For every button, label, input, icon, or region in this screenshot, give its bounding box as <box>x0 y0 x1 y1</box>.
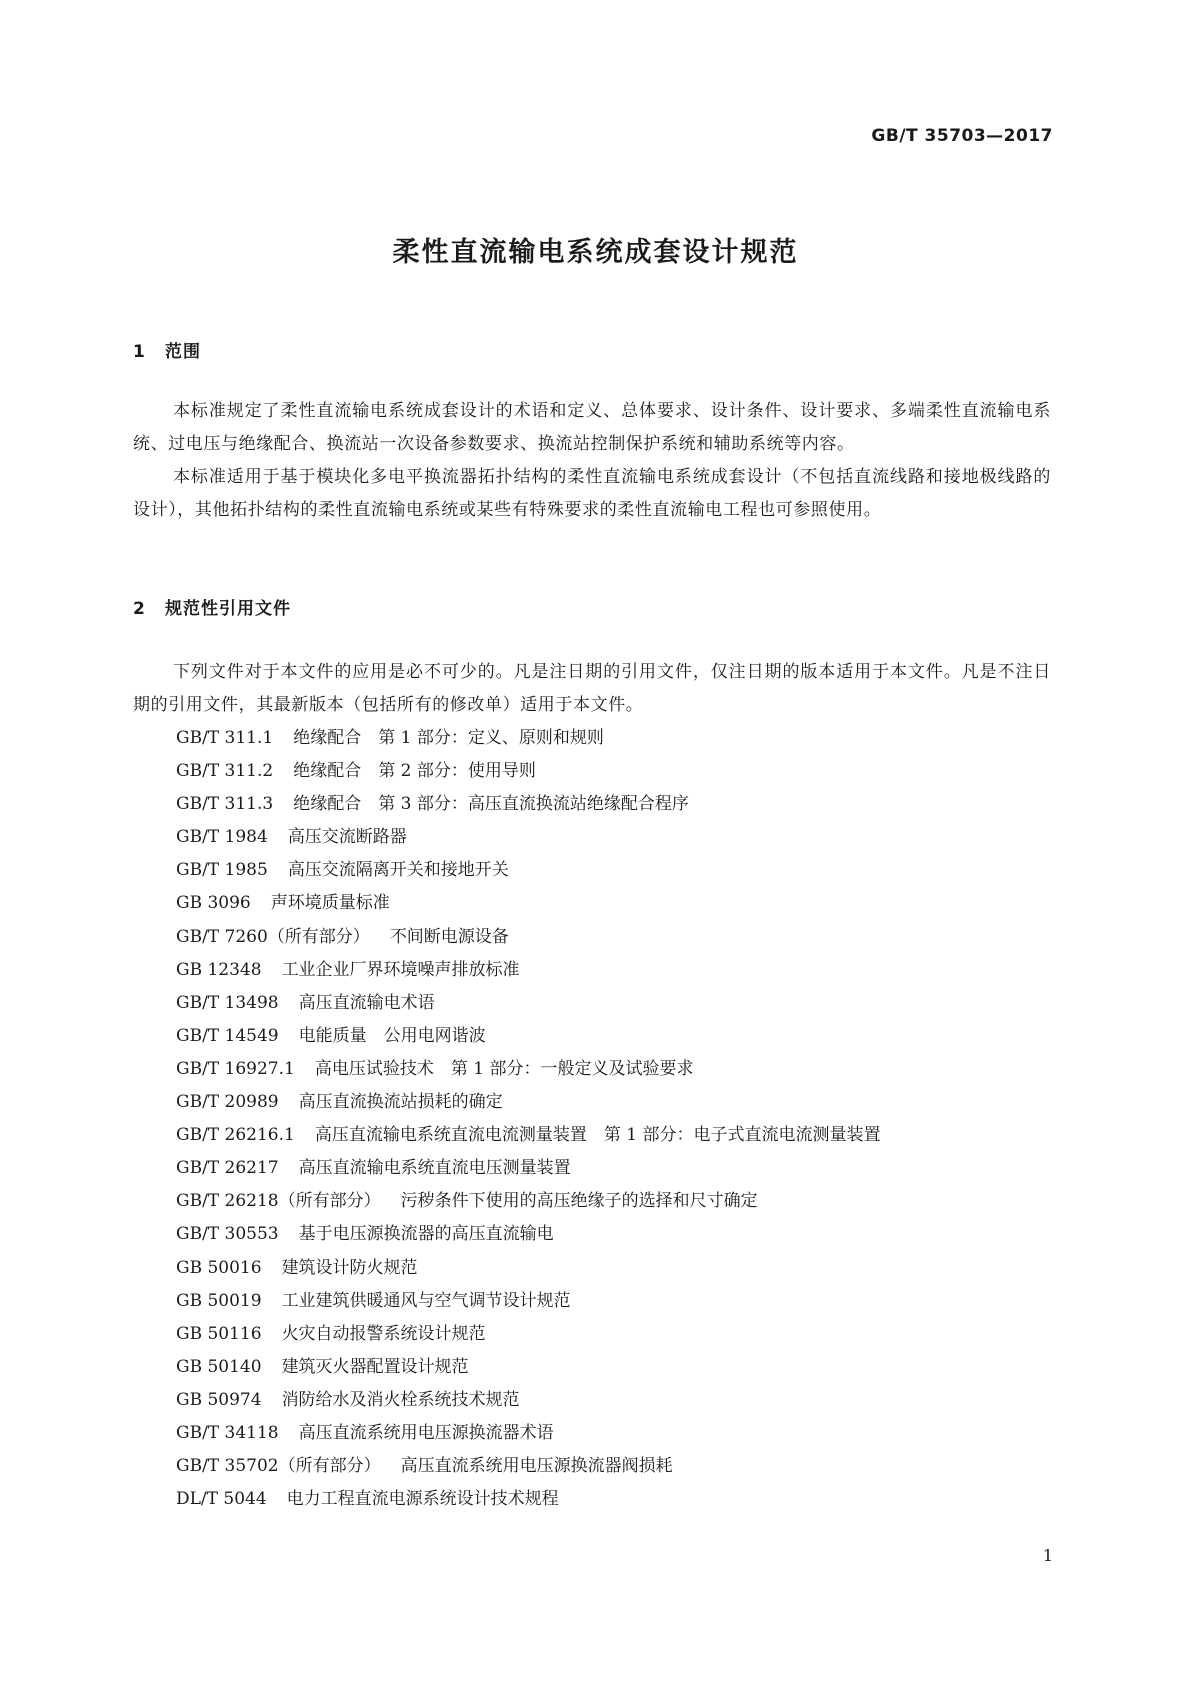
reference-code: GB 3096 <box>176 893 251 914</box>
section-heading-scope <box>133 337 201 362</box>
reference-item <box>176 1285 880 1318</box>
reference-code: GB/T 35702（所有部分） <box>176 1456 381 1477</box>
reference-list <box>176 722 880 1516</box>
reference-item <box>176 1483 880 1516</box>
reference-item <box>176 1020 880 1053</box>
reference-title: 绝缘配合 第 1 部分：定义、原则和规则 <box>293 728 604 748</box>
page-number: 1 <box>1042 1546 1053 1565</box>
section-heading-normative-references <box>133 594 291 619</box>
reference-title: 电能质量 公用电网谐波 <box>298 1025 486 1046</box>
reference-title: 高电压试验技术 第 1 部分：一般定义及试验要求 <box>314 1058 694 1079</box>
reference-item <box>176 1218 880 1251</box>
reference-title: 高压直流输电系统直流电流测量装置 第 1 部分：电子式直流电流测量装置 <box>314 1125 881 1146</box>
reference-title: 声环境质量标准 <box>270 893 390 914</box>
reference-title: 高压直流系统用电压源换流器阀损耗 <box>400 1456 673 1477</box>
standard-code: GB/T 35703—2017 <box>871 126 1053 146</box>
section-title: 范围 <box>165 342 201 362</box>
reference-code: GB/T 311.3 <box>176 794 274 815</box>
reference-item <box>176 1318 880 1351</box>
reference-item <box>176 987 880 1020</box>
reference-title: 工业建筑供暖通风与空气调节设计规范 <box>281 1290 571 1311</box>
reference-code: GB/T 1984 <box>176 827 268 848</box>
reference-item <box>176 954 880 987</box>
reference-title: 电力工程直流电源系统设计技术规程 <box>286 1489 559 1510</box>
reference-code: DL/T 5044 <box>176 1489 267 1510</box>
reference-code: GB/T 16927.1 <box>176 1058 295 1079</box>
reference-title: 高压直流换流站损耗的确定 <box>298 1092 503 1113</box>
reference-code: GB/T 14549 <box>176 1025 279 1046</box>
reference-title: 高压直流系统用电压源换流器术语 <box>298 1422 554 1443</box>
reference-code: GB/T 7260（所有部分） <box>176 926 370 947</box>
reference-item <box>176 854 880 887</box>
reference-title: 绝缘配合 第 2 部分：使用导则 <box>293 761 536 782</box>
document-title: 柔性直流输电系统成套设计规范 <box>392 237 799 268</box>
scope-paragraph-2: 本标准适用于基于模块化多电平换流器拓扑结构的柔性直流输电系统成套设计（不包括直流线路和接地极线路的设计），其他拓扑结构的柔性直流输电系统或某些有特殊要求的柔性直流输电工程也可参照使用。 <box>133 467 1051 520</box>
reference-item <box>176 1119 880 1152</box>
reference-title: 火灾自动报警系统设计规范 <box>281 1323 486 1344</box>
reference-title: 不间断电源设备 <box>389 926 509 947</box>
reference-item <box>176 755 880 788</box>
reference-title: 高压交流隔离开关和接地开关 <box>287 860 509 881</box>
reference-code: GB/T 1985 <box>176 860 268 881</box>
reference-item <box>176 1185 880 1218</box>
reference-title: 工业企业厂界环境噪声排放标准 <box>281 959 520 980</box>
reference-item <box>176 1086 880 1119</box>
reference-item <box>176 1450 880 1483</box>
reference-title: 高压直流输电系统直流电压测量装置 <box>298 1158 571 1179</box>
reference-code: GB/T 13498 <box>176 992 279 1013</box>
reference-code: GB 50140 <box>176 1356 262 1377</box>
references-intro-paragraph: 下列文件对于本文件的应用是必不可少的。凡是注日期的引用文件，仅注日期的版本适用于本文件。凡是不注日期的引用文件，其最新版本（包括所有的修改单）适用于本文件。 <box>133 662 1051 715</box>
reference-title: 高压交流断路器 <box>287 827 407 848</box>
section-number: 2 <box>133 599 145 619</box>
reference-item <box>176 722 880 755</box>
reference-item <box>176 1053 880 1086</box>
reference-code: GB/T 311.1 <box>176 728 274 748</box>
reference-code: GB/T 20989 <box>176 1092 279 1113</box>
reference-code: GB 12348 <box>176 959 262 980</box>
reference-code: GB/T 26218（所有部分） <box>176 1191 381 1212</box>
reference-code: GB/T 311.2 <box>176 761 274 782</box>
reference-code: GB/T 26217 <box>176 1158 279 1179</box>
reference-item <box>176 1152 880 1185</box>
scope-paragraph-1: 本标准规定了柔性直流输电系统成套设计的术语和定义、总体要求、设计条件、设计要求、多端柔性直流输电系统、过电压与绝缘配合、换流站一次设备参数要求、换流站控制保护系统和辅助系统等内容。 <box>133 401 1051 454</box>
reference-item <box>176 1417 880 1450</box>
reference-title: 绝缘配合 第 3 部分：高压直流换流站绝缘配合程序 <box>293 794 689 815</box>
reference-title: 高压直流输电术语 <box>298 992 435 1013</box>
reference-code: GB/T 30553 <box>176 1224 279 1245</box>
reference-item <box>176 1351 880 1384</box>
reference-item <box>176 1252 880 1285</box>
reference-code: GB 50019 <box>176 1290 262 1311</box>
reference-item <box>176 921 880 954</box>
reference-code: GB/T 34118 <box>176 1422 279 1443</box>
reference-title: 污秽条件下使用的高压绝缘子的选择和尺寸确定 <box>400 1191 758 1212</box>
reference-code: GB 50016 <box>176 1257 262 1278</box>
reference-item <box>176 821 880 854</box>
reference-title: 建筑设计防火规范 <box>281 1257 418 1278</box>
reference-code: GB 50974 <box>176 1389 262 1410</box>
reference-item <box>176 788 880 821</box>
reference-code: GB 50116 <box>176 1323 262 1344</box>
reference-title: 消防给水及消火栓系统技术规范 <box>281 1389 520 1410</box>
section-title: 规范性引用文件 <box>165 599 291 619</box>
reference-title: 建筑灭火器配置设计规范 <box>281 1356 469 1377</box>
reference-code: GB/T 26216.1 <box>176 1125 295 1146</box>
section-number: 1 <box>133 342 145 362</box>
reference-item <box>176 887 880 920</box>
reference-title: 基于电压源换流器的高压直流输电 <box>298 1224 554 1245</box>
reference-item <box>176 1384 880 1417</box>
